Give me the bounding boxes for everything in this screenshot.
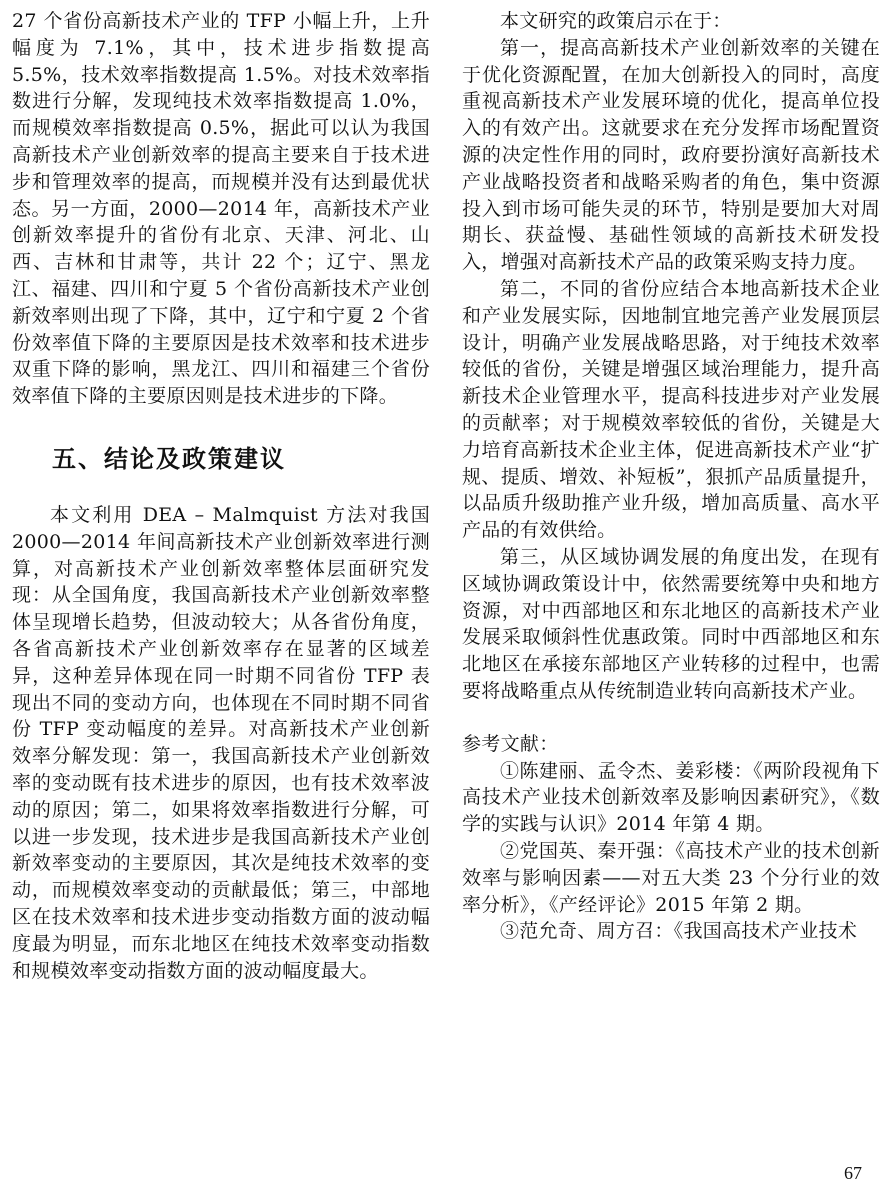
right-column	[462, 8, 880, 945]
policy-intro: 本文研究的政策启示在于：	[500, 10, 732, 32]
conclusion-paragraph: 本文利用 DEA – Malmquist 方法对我国 2000—2014 年间高新技术产业创新效率进行测算，对高新技术产业创新效率整体层面研究发现：从全国角度，我国高新技术产业创新效率整体呈现增长趋势，但波动较大；从各省份角度，各省高新技术产业创新效率存在显著的区域差异，这种差异体现在同一时期不同省份 TFP 表现出不同的变动方向，也体现在不同时期不同省份 TFP 变动幅度的差异。对高新技术产业创新效率分解发现：第一，我国高新技术产业创新效率的变动既有技术进步的原因，也有技术效率波动的原因；第二，如果将效率指数进行分解，可以进一步发现，技术进步是我国高新技术产业创新效率变动的主要原因，其次是纯技术效率的变动，而规模效率变动的贡献最低；第三，中部地区在技术效率和技术进步变动指数方面的波动幅度最为明显，而东北地区在纯技术效率变动指数和规模效率变动指数方面的波动幅度最大。	[12, 503, 430, 982]
reference-item-1: ①陈建丽、孟令杰、姜彩楼：《两阶段视角下高技术产业技术创新效率及影响因素研究》，《数学的实践与认识》2014 年第 4 期。	[462, 759, 880, 836]
left-column	[12, 8, 430, 984]
section-heading: 五、结论及政策建议	[52, 443, 286, 473]
policy-paragraph-1: 第一，提高高新技术产业创新效率的关键在于优化资源配置，在加大创新投入的同时，高度重视高新技术产业发展环境的优化，提高单位投入的有效产出。这就要求在充分发挥市场配置资源的决定性作用的同时，政府要扮演好高新技术产业战略投资者和战略采购者的角色，集中资源投入到市场可能失灵的环节，特别是要加大对周期长、获益慢、基础性领域的高新技术研发投入，增强对高新技术产品的政策采购支持力度。	[462, 36, 880, 274]
reference-item-2: ②党国英、秦开强：《高技术产业的技术创新效率与影响因素——对五大类 23 个分行业的效率分析》，《产经评论》2015 年第 2 期。	[462, 839, 880, 916]
policy-paragraph-2: 第二，不同的省份应结合本地高新技术企业和产业发展实际，因地制宜地完善产业发展顶层设计，明确产业发展战略思路，对于纯技术效率较低的省份，关键是增强区域治理能力，提升高新技术企业管理水平，提高科技进步对产业发展的贡献率；对于规模效率较低的省份，关键是大力培育高新技术企业主体，促进高新技术产业“扩规、提质、增效、补短板”，狠抓产品质量提升，以品质升级助推产业升级，增加高质量、高水平产品的有效供给。	[462, 277, 880, 542]
spacer	[462, 705, 880, 731]
page-number: 67	[844, 1163, 862, 1183]
references-title: 参考文献：	[462, 732, 559, 755]
reference-item-3: ③范允奇、周方召：《我国高技术产业技术	[500, 920, 858, 943]
paragraph-continued: 27 个省份高新技术产业的 TFP 小幅上升，上升幅度为 7.1%，其中，技术进步指数提高 5.5%，技术效率指数提高 1.5%。对技术效率指数进行分解，发现纯技术效率指数提高 1.0%，而规模效率指数提高 0.5%，据此可以认为我国高新技术产业创新效率的提高主要来自于技术进步和管理效率的提高，而规模并没有达到最优状态。另一方面，2000—2014 年，高新技术产业创新效率提升的省份有北京、天津、河北、山西、吉林和甘肃等，共计 22 个；辽宁、黑龙江、福建、四川和宁夏 5 个省份高新技术产业创新效率则出现了下降，其中，辽宁和宁夏 2 个省份效率值下降的主要原因是技术效率和技术进步双重下降的影响，黑龙江、四川和福建三个省份效率值下降的主要原因则是技术进步的下降。	[12, 10, 430, 408]
policy-paragraph-3: 第三，从区域协调发展的角度出发，在现有区域协调政策设计中，依然需要统筹中央和地方资源，对中西部地区和东北地区的高新技术产业发展采取倾斜性优惠政策。同时中西部地区和东北地区在承接东部地区产业转移的过程中，也需要将战略重点从传统制造业转向高新技术产业。	[462, 545, 880, 702]
